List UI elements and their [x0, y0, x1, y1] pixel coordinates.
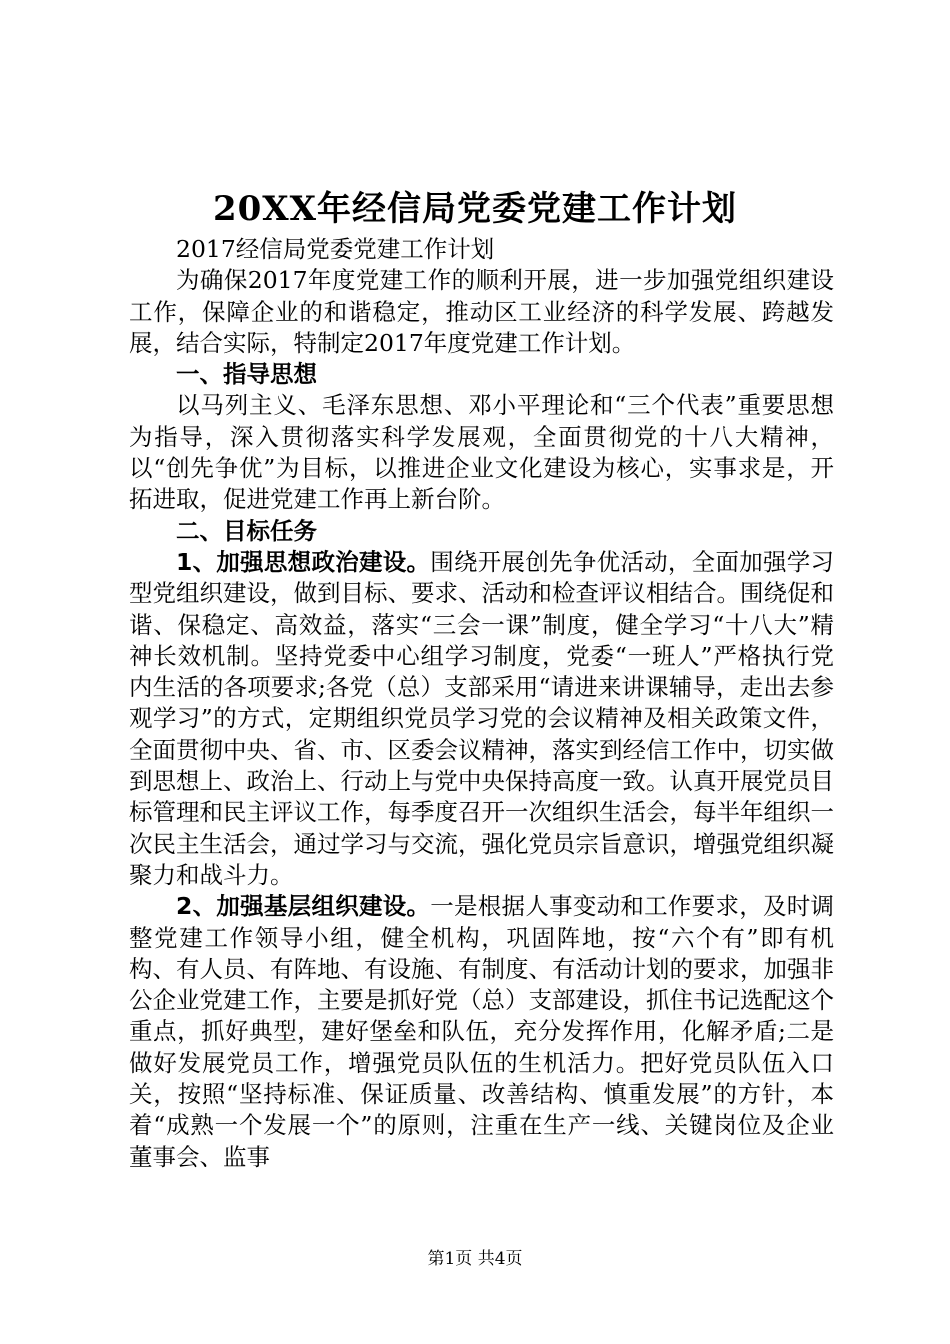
intro-paragraph: 为确保2017年度党建工作的顺利开展，进一步加强党组织建设工作，保障企业的和谐稳定，推动区工业经济的科学发展、跨越发展，结合实际，特制定2017年度党建工作计划。 [129, 266, 834, 357]
item-grassroots-construction [129, 891, 834, 1173]
section-heading-guiding-ideology: 一、指导思想 [176, 360, 317, 389]
item-body-grassroots: 一是根据人事变动和工作要求，及时调整党建工作领导小组，健全机构，巩固阵地，按“六个有”即有机构、有人员、有阵地、有设施、有制度、有活动计划的要求，加强非公企业党建工作，主要是抓好党（总）支部建设，抓住书记选配这个重点，抓好典型，建好堡垒和队伍，充分发挥作用，化解矛盾;二是做好发展党员工作，增强党员队伍的生机活力。把好党员队伍入口关，按照“坚持标准、保证质量、改善结构、慎重发展”的方针，本着“成熟一个发展一个”的原则，注重在生产一线、关键岗位及企业董事会、监事 [129, 892, 834, 1171]
subtitle-paragraph: 2017经信局党委党建工作计划 [176, 235, 495, 263]
item-political-construction [129, 547, 834, 891]
item-body-political: 围绕开展创先争优活动，全面加强学习型党组织建设，做到目标、要求、活动和检查评议相结合。围绕促和谐、保稳定、高效益，落实“三会一课”制度，健全学习“十八大”精神长效机制。坚持党委中心组学习制度，党委“一班人”严格执行党内生活的各项要求;各党（总）支部采用“请进来讲课辅导，走出去参观学习”的方式，定期组织党员学习党的会议精神及相关政策文件，全面贯彻中央、省、市、区委会议精神，落实到经信工作中，切实做到思想上、政治上、行动上与党中央保持高度一致。认真开展党员目标管理和民主评议工作，每季度召开一次组织生活会，每半年组织一次民主生活会，通过学习与交流，强化党员宗旨意识，增强党组织凝聚力和战斗力。 [129, 547, 834, 889]
section-heading-goals: 二、目标任务 [176, 516, 317, 545]
item-lead-grassroots: 2、加强基层组织建设。 [176, 892, 431, 921]
document-body [129, 234, 834, 1173]
guiding-ideology-paragraph: 以马列主义、毛泽东思想、邓小平理论和“三个代表”重要思想为指导，深入贯彻落实科学发展观，全面贯彻党的十八大精神，以“创先争优”为目标，以推进企业文化建设为核心，实事求是，开拓进取，促进党建工作再上新台阶。 [129, 391, 834, 514]
page-number-footer: 第1页 共4页 [427, 1249, 523, 1269]
item-lead-political: 1、加强思想政治建设。 [176, 547, 431, 576]
document-title: 20XX年经信局党委党建工作计划 [212, 189, 738, 229]
